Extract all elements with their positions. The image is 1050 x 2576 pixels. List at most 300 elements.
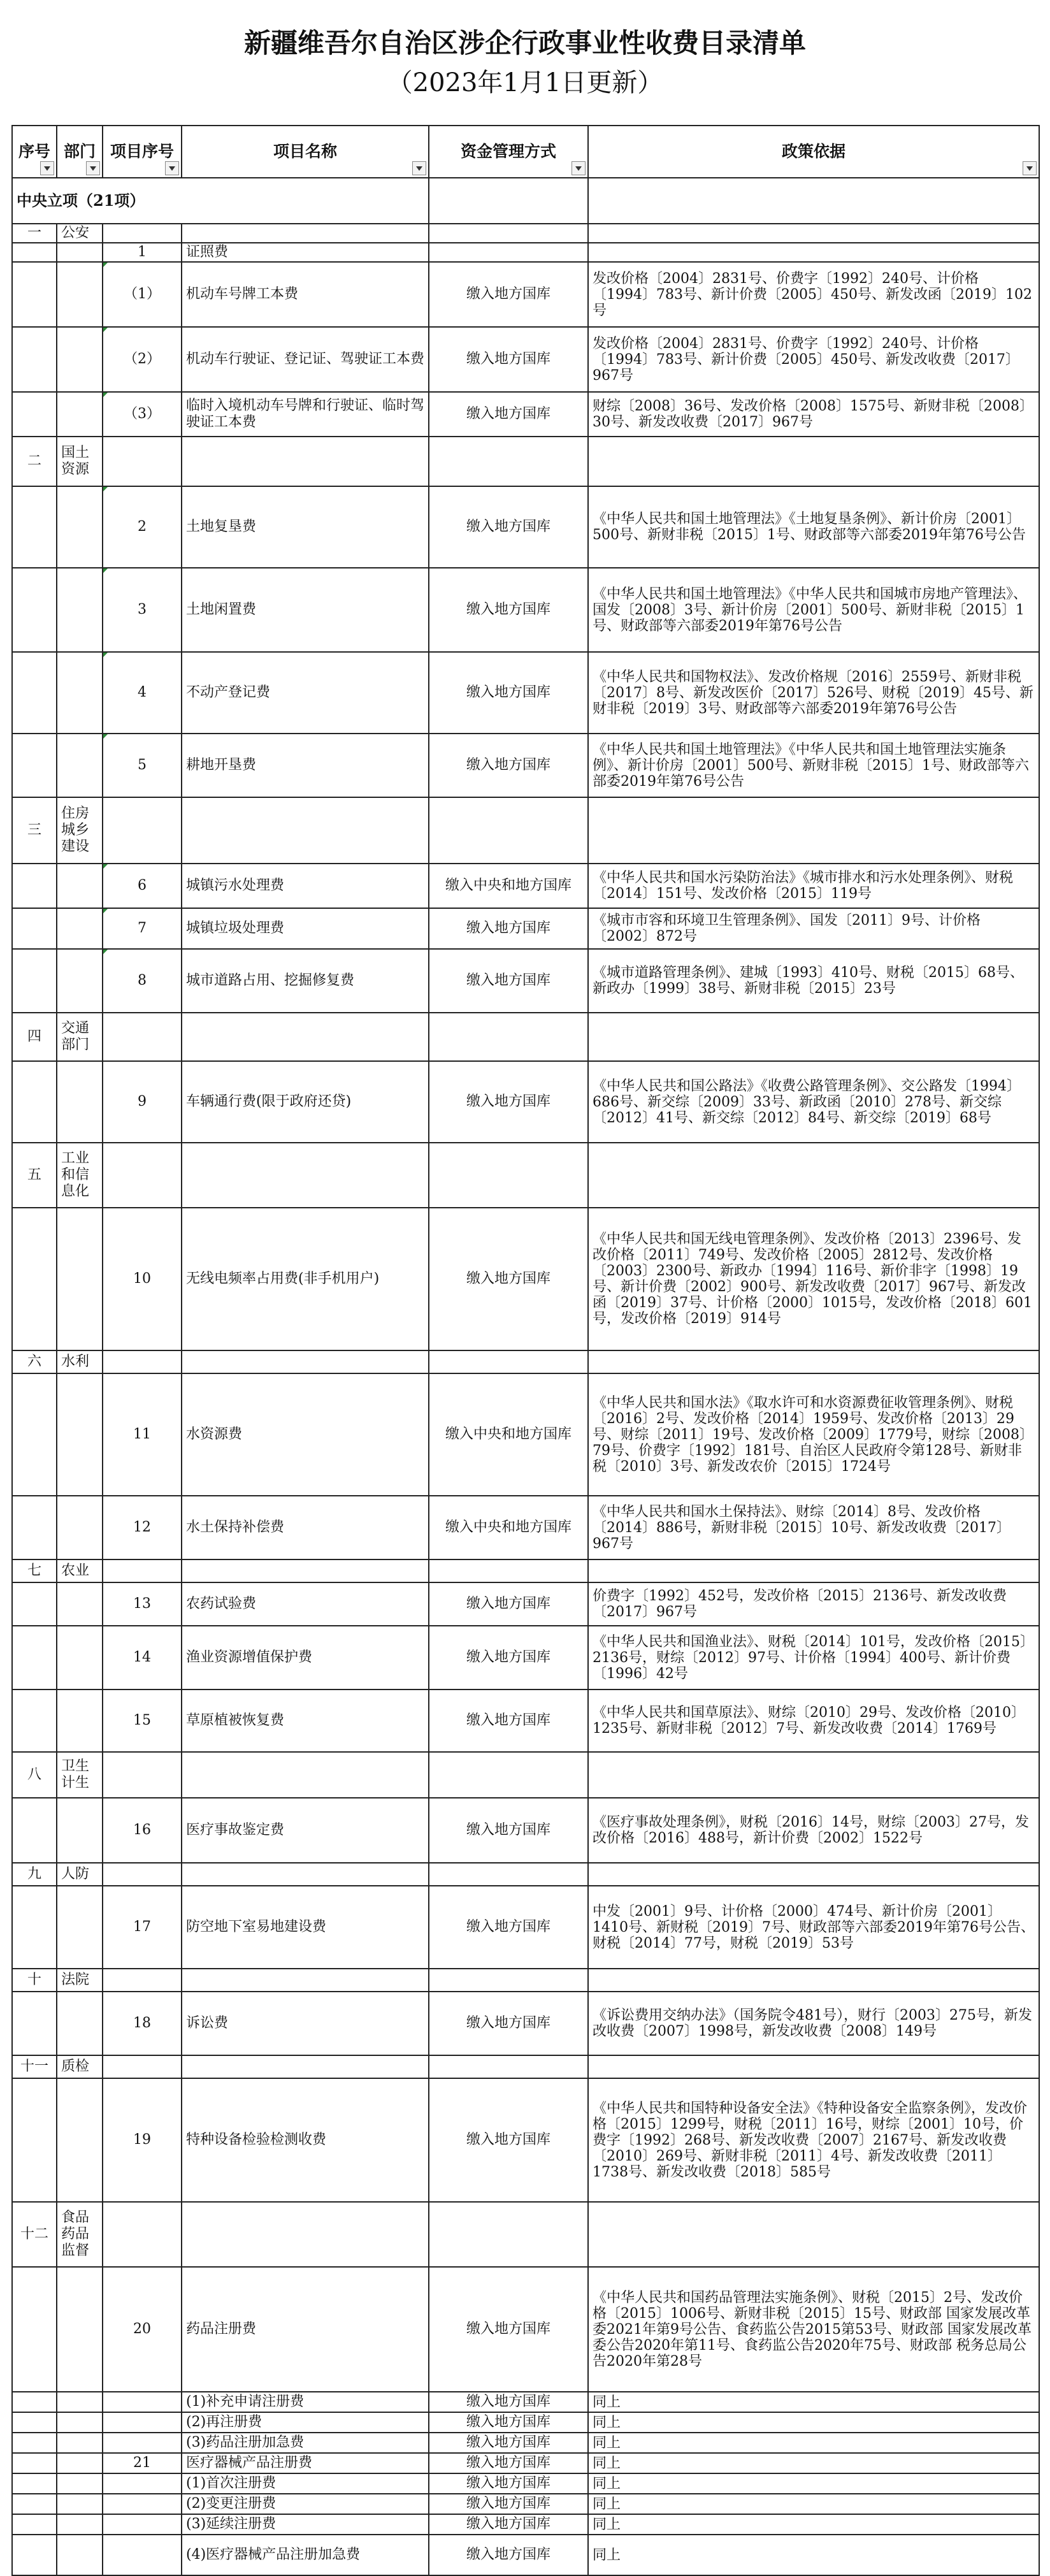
item-name: (3)药品注册加急费 bbox=[182, 2433, 429, 2453]
empty-cell bbox=[103, 1559, 182, 1582]
group-seq: 十二 bbox=[12, 2202, 57, 2267]
item-name: 渔业资源增值保护费 bbox=[182, 1626, 429, 1690]
fund-management: 缴入地方国库 bbox=[429, 2433, 588, 2453]
section-row bbox=[12, 178, 1039, 224]
empty-cell bbox=[182, 1350, 429, 1373]
empty-cell bbox=[12, 2433, 57, 2453]
empty-cell bbox=[429, 2055, 588, 2078]
fund-management: 缴入地方国库 bbox=[429, 908, 588, 949]
fund-management: 缴入地方国库 bbox=[429, 262, 588, 327]
empty-cell bbox=[57, 327, 103, 392]
policy-basis: 《中华人民共和国草原法》、财综〔2010〕29号、发改价格〔2010〕1235号、新财非税〔2012〕7号、新发改收费〔2014〕1769号 bbox=[588, 1690, 1039, 1752]
policy-basis: 《中华人民共和国药品管理法实施条例》、财税〔2015〕2号、发改价格〔2015〕1006号、新财非税〔2015〕15号、财政部 国家发展改革委2021年第9号公告、食药监公告2015第53号、财政部 国家发展改革委公告2020年第11号、食药监公告2020年75号、财政部 税务总局公告2020年第28号 bbox=[588, 2267, 1039, 2392]
group-dept: 卫生计生 bbox=[57, 1752, 103, 1798]
group-dept: 人防 bbox=[57, 1863, 103, 1886]
policy-basis: 《中华人民共和国特种设备安全法》《特种设备安全监察条例》，发改价格〔2015〕1299号，财税〔2011〕16号，财综〔2001〕10号，价费字〔1992〕268号、新发改收费〔2007〕2167号、新发改收费〔2010〕269号、新财非税〔2011〕4号、新发改收费〔2011〕1738号、新发改收费〔2018〕585号 bbox=[588, 2078, 1039, 2202]
col-header-seq: 序号 bbox=[12, 126, 57, 178]
item-name: 车辆通行费(限于政府还贷) bbox=[182, 1061, 429, 1143]
empty-cell bbox=[429, 437, 588, 486]
fee-table bbox=[11, 125, 1040, 2576]
item-name: (3)延续注册费 bbox=[182, 2514, 429, 2535]
item-name: 土地闲置费 bbox=[182, 568, 429, 652]
item-number: 12 bbox=[103, 1496, 182, 1559]
empty-cell bbox=[57, 1373, 103, 1496]
empty-cell bbox=[588, 2055, 1039, 2078]
item-name: 城镇垃圾处理费 bbox=[182, 908, 429, 949]
empty-cell bbox=[103, 1752, 182, 1798]
empty-cell bbox=[429, 1863, 588, 1886]
item-number: 16 bbox=[103, 1798, 182, 1863]
empty-cell bbox=[57, 2514, 103, 2535]
department-group-row bbox=[12, 1350, 1039, 1373]
item-name: (1)补充申请注册费 bbox=[182, 2392, 429, 2412]
filter-dropdown-icon[interactable] bbox=[86, 161, 100, 175]
fund-management: 缴入地方国库 bbox=[429, 1690, 588, 1752]
empty-cell bbox=[103, 2055, 182, 2078]
fund-management: 缴入地方国库 bbox=[429, 2412, 588, 2433]
group-dept: 交通部门 bbox=[57, 1013, 103, 1061]
col-header-basis: 政策依据 bbox=[588, 126, 1039, 178]
item-number: 6 bbox=[103, 864, 182, 908]
empty-cell bbox=[12, 392, 57, 437]
item-name: 诉讼费 bbox=[182, 1992, 429, 2055]
item-name: (2)再注册费 bbox=[182, 2412, 429, 2433]
group-dept: 工业和信息化 bbox=[57, 1143, 103, 1208]
item-name: 临时入境机动车号牌和行驶证、临时驾驶证工本费 bbox=[182, 392, 429, 437]
empty-cell bbox=[588, 224, 1039, 243]
group-seq: 十 bbox=[12, 1969, 57, 1992]
fee-item-row bbox=[12, 1373, 1039, 1496]
policy-basis: 同上 bbox=[588, 2412, 1039, 2433]
empty-cell bbox=[12, 1690, 57, 1752]
item-number: 20 bbox=[103, 2267, 182, 2392]
policy-basis: 同上 bbox=[588, 2453, 1039, 2473]
fee-item-row bbox=[12, 2433, 1039, 2453]
fee-item-row bbox=[12, 1208, 1039, 1350]
empty-cell bbox=[57, 2433, 103, 2453]
policy-basis: 《城市道路管理条例》、建城〔1993〕410号、财税〔2015〕68号、新政办〔1999〕38号、新财非税〔2015〕23号 bbox=[588, 949, 1039, 1013]
item-number bbox=[103, 2535, 182, 2575]
item-number bbox=[103, 2514, 182, 2535]
empty-cell bbox=[12, 2514, 57, 2535]
empty-cell bbox=[103, 797, 182, 864]
empty-cell bbox=[429, 2202, 588, 2267]
item-number: 18 bbox=[103, 1992, 182, 2055]
group-dept: 水利 bbox=[57, 1350, 103, 1373]
fee-item-row bbox=[12, 2453, 1039, 2473]
item-number: 8 bbox=[103, 949, 182, 1013]
department-group-row bbox=[12, 1013, 1039, 1061]
item-name: 不动产登记费 bbox=[182, 652, 429, 734]
empty-cell bbox=[12, 2412, 57, 2433]
fee-item-row bbox=[12, 908, 1039, 949]
fee-item-row bbox=[12, 486, 1039, 568]
fee-item-row bbox=[12, 568, 1039, 652]
empty-cell bbox=[57, 2392, 103, 2412]
policy-basis: 中发〔2001〕9号、计价格〔2000〕474号、新计价房〔2001〕1410号、新财税〔2019〕7号、财政部等六部委2019年第76号公告、财税〔2014〕77号，财税〔2019〕53号 bbox=[588, 1886, 1039, 1969]
section-empty-cell bbox=[588, 178, 1039, 224]
page-subtitle: （2023年1月1日更新） bbox=[387, 68, 663, 98]
empty-cell bbox=[57, 2473, 103, 2494]
empty-cell bbox=[57, 1690, 103, 1752]
empty-cell bbox=[57, 2267, 103, 2392]
fee-item-row bbox=[12, 2412, 1039, 2433]
item-number: （3） bbox=[103, 392, 182, 437]
empty-cell bbox=[12, 2453, 57, 2473]
group-seq: 八 bbox=[12, 1752, 57, 1798]
item-number: 17 bbox=[103, 1886, 182, 1969]
group-dept: 住房城乡建设 bbox=[57, 797, 103, 864]
fund-management: 缴入中央和地方国库 bbox=[429, 1496, 588, 1559]
policy-basis: 《中华人民共和国无线电管理条例》、发改价格〔2013〕2396号、发改价格〔2011〕749号、发改价格〔2005〕2812号、发改价格〔2003〕2300号、新政办〔1994〕116号、新价非字〔1998〕19号、新计价费〔2002〕900号、新发改收费〔2017〕967号、新发改函〔2019〕37号、计价格〔2000〕1015号，发改价格〔2018〕601号，发改价格〔2019〕914号 bbox=[588, 1208, 1039, 1350]
item-number: （1） bbox=[103, 262, 182, 327]
empty-cell bbox=[182, 1863, 429, 1886]
fee-item-row bbox=[12, 1690, 1039, 1752]
empty-cell bbox=[12, 2535, 57, 2575]
empty-cell bbox=[429, 1350, 588, 1373]
policy-basis: 同上 bbox=[588, 2494, 1039, 2514]
empty-cell bbox=[57, 1798, 103, 1863]
empty-cell bbox=[57, 2453, 103, 2473]
empty-cell bbox=[12, 327, 57, 392]
empty-cell bbox=[182, 1013, 429, 1061]
empty-cell bbox=[12, 1582, 57, 1626]
fee-item-row bbox=[12, 262, 1039, 327]
policy-basis: 《中华人民共和国水土保持法》、财综〔2014〕8号、发改价格〔2014〕886号，新财非税〔2015〕10号、新发改收费〔2017〕967号 bbox=[588, 1496, 1039, 1559]
item-number: 2 bbox=[103, 486, 182, 568]
empty-cell bbox=[182, 1143, 429, 1208]
empty-cell bbox=[182, 1752, 429, 1798]
fund-management: 缴入地方国库 bbox=[429, 949, 588, 1013]
empty-cell bbox=[57, 1992, 103, 2055]
empty-cell bbox=[12, 2494, 57, 2514]
empty-cell bbox=[429, 797, 588, 864]
empty-cell bbox=[12, 1373, 57, 1496]
item-number: 11 bbox=[103, 1373, 182, 1496]
group-dept: 质检 bbox=[57, 2055, 103, 2078]
empty-cell bbox=[182, 1559, 429, 1582]
section-empty-cell bbox=[429, 178, 588, 224]
empty-cell bbox=[103, 224, 182, 243]
fund-management: 缴入地方国库 bbox=[429, 1061, 588, 1143]
item-number: 14 bbox=[103, 1626, 182, 1690]
fee-item-row bbox=[12, 1496, 1039, 1559]
item-name: (2)变更注册费 bbox=[182, 2494, 429, 2514]
fee-item-row bbox=[12, 652, 1039, 734]
fee-item-row bbox=[12, 2078, 1039, 2202]
group-seq: 七 bbox=[12, 1559, 57, 1582]
fund-management: 缴入中央和地方国库 bbox=[429, 1373, 588, 1496]
empty-cell bbox=[588, 437, 1039, 486]
item-number bbox=[103, 2494, 182, 2514]
fund-management: 缴入地方国库 bbox=[429, 486, 588, 568]
fund-management: 缴入地方国库 bbox=[429, 2267, 588, 2392]
item-number: 19 bbox=[103, 2078, 182, 2202]
empty-cell bbox=[57, 734, 103, 797]
col-header-item-name: 项目名称 bbox=[182, 126, 429, 178]
fee-item-row bbox=[12, 1626, 1039, 1690]
fund-management: 缴入地方国库 bbox=[429, 1992, 588, 2055]
empty-cell bbox=[12, 908, 57, 949]
item-name: (1)首次注册费 bbox=[182, 2473, 429, 2494]
empty-cell bbox=[588, 1559, 1039, 1582]
section-label: 中央立项（21项） bbox=[12, 178, 429, 224]
item-name: (4)医疗器械产品注册加急费 bbox=[182, 2535, 429, 2575]
empty-cell bbox=[588, 1969, 1039, 1992]
col-header-item-no: 项目序号 bbox=[103, 126, 182, 178]
fee-item-row bbox=[12, 864, 1039, 908]
empty-cell bbox=[57, 1208, 103, 1350]
empty-cell bbox=[12, 262, 57, 327]
fee-item-row bbox=[12, 2494, 1039, 2514]
department-group-row bbox=[12, 2202, 1039, 2267]
empty-cell bbox=[57, 392, 103, 437]
empty-cell bbox=[588, 797, 1039, 864]
item-name: 耕地开垦费 bbox=[182, 734, 429, 797]
col-header-fund: 资金管理方式 bbox=[429, 126, 588, 178]
filter-dropdown-icon[interactable] bbox=[572, 161, 586, 175]
item-number: 10 bbox=[103, 1208, 182, 1350]
item-name: 农药试验费 bbox=[182, 1582, 429, 1626]
item-number: 21 bbox=[103, 2453, 182, 2473]
empty-cell bbox=[588, 1752, 1039, 1798]
item-number: 1 bbox=[103, 243, 182, 262]
policy-basis: 同上 bbox=[588, 2473, 1039, 2494]
group-seq: 五 bbox=[12, 1143, 57, 1208]
empty-cell bbox=[588, 1143, 1039, 1208]
empty-cell bbox=[12, 1798, 57, 1863]
empty-cell bbox=[57, 1496, 103, 1559]
empty-cell bbox=[588, 1863, 1039, 1886]
group-seq: 六 bbox=[12, 1350, 57, 1373]
policy-basis: 同上 bbox=[588, 2392, 1039, 2412]
header-row bbox=[12, 126, 1039, 178]
group-seq: 一 bbox=[12, 224, 57, 243]
fee-item-row bbox=[12, 392, 1039, 437]
fund-management: 缴入地方国库 bbox=[429, 392, 588, 437]
empty-cell bbox=[12, 949, 57, 1013]
empty-cell bbox=[588, 1350, 1039, 1373]
department-group-row bbox=[12, 1863, 1039, 1886]
fund-management: 缴入地方国库 bbox=[429, 2078, 588, 2202]
fund-management: 缴入地方国库 bbox=[429, 2514, 588, 2535]
fund-management: 缴入地方国库 bbox=[429, 1798, 588, 1863]
department-group-row bbox=[12, 1143, 1039, 1208]
item-name: 特种设备检验检测收费 bbox=[182, 2078, 429, 2202]
policy-basis: 同上 bbox=[588, 2535, 1039, 2575]
empty-cell bbox=[12, 734, 57, 797]
policy-basis bbox=[588, 243, 1039, 262]
fee-item-row bbox=[12, 1886, 1039, 1969]
fund-management: 缴入地方国库 bbox=[429, 1626, 588, 1690]
department-group-row bbox=[12, 1559, 1039, 1582]
fund-management: 缴入地方国库 bbox=[429, 2535, 588, 2575]
policy-basis: 《中华人民共和国公路法》《收费公路管理条例》、交公路发〔1994〕686号、新交综〔2009〕33号、新政函〔2010〕278号、新交综〔2012〕41号、新交综〔2012〕84号、新交综〔2019〕68号 bbox=[588, 1061, 1039, 1143]
item-number: 5 bbox=[103, 734, 182, 797]
empty-cell bbox=[12, 568, 57, 652]
fund-management: 缴入地方国库 bbox=[429, 327, 588, 392]
item-number: （2） bbox=[103, 327, 182, 392]
empty-cell bbox=[103, 2202, 182, 2267]
fund-management: 缴入地方国库 bbox=[429, 2392, 588, 2412]
item-number bbox=[103, 2433, 182, 2453]
policy-basis: 财综〔2008〕36号、发改价格〔2008〕1575号、新财非税〔2008〕30号、新发改收费〔2017〕967号 bbox=[588, 392, 1039, 437]
fund-management bbox=[429, 243, 588, 262]
empty-cell bbox=[103, 1863, 182, 1886]
group-seq: 二 bbox=[12, 437, 57, 486]
group-dept: 国土资源 bbox=[57, 437, 103, 486]
empty-cell bbox=[429, 1559, 588, 1582]
empty-cell bbox=[103, 1350, 182, 1373]
empty-cell bbox=[57, 1061, 103, 1143]
empty-cell bbox=[12, 486, 57, 568]
col-header-dept: 部门 bbox=[57, 126, 103, 178]
empty-cell bbox=[182, 2055, 429, 2078]
fund-management: 缴入地方国库 bbox=[429, 734, 588, 797]
department-group-row bbox=[12, 2055, 1039, 2078]
empty-cell bbox=[12, 2473, 57, 2494]
filter-dropdown-icon[interactable] bbox=[165, 161, 179, 175]
empty-cell bbox=[429, 224, 588, 243]
empty-cell bbox=[103, 437, 182, 486]
item-name: 草原植被恢复费 bbox=[182, 1690, 429, 1752]
empty-cell bbox=[182, 437, 429, 486]
empty-cell bbox=[57, 2535, 103, 2575]
item-name: 城市道路占用、挖掘修复费 bbox=[182, 949, 429, 1013]
item-name: 机动车行驶证、登记证、驾驶证工本费 bbox=[182, 327, 429, 392]
fee-item-row bbox=[12, 734, 1039, 797]
item-name: 水资源费 bbox=[182, 1373, 429, 1496]
policy-basis: 《城市市容和环境卫生管理条例》、国发〔2011〕9号、计价格〔2002〕872号 bbox=[588, 908, 1039, 949]
department-group-row bbox=[12, 224, 1039, 243]
fee-item-row bbox=[12, 2514, 1039, 2535]
fund-management: 缴入中央和地方国库 bbox=[429, 864, 588, 908]
empty-cell bbox=[12, 1886, 57, 1969]
policy-basis: 同上 bbox=[588, 2433, 1039, 2453]
empty-cell bbox=[12, 1208, 57, 1350]
group-dept: 食品药品监督 bbox=[57, 2202, 103, 2267]
empty-cell bbox=[429, 1752, 588, 1798]
fund-management: 缴入地方国库 bbox=[429, 2473, 588, 2494]
fee-item-row bbox=[12, 327, 1039, 392]
empty-cell bbox=[103, 1969, 182, 1992]
fund-management: 缴入地方国库 bbox=[429, 2494, 588, 2514]
empty-cell bbox=[103, 1143, 182, 1208]
item-name: 防空地下室易地建设费 bbox=[182, 1886, 429, 1969]
item-number: 13 bbox=[103, 1582, 182, 1626]
policy-basis: 《中华人民共和国土地管理法》《中华人民共和国城市房地产管理法》、国发〔2008〕3号、新计价房〔2001〕500号、新财非税〔2015〕1号、财政部等六部委2019年第76号公告 bbox=[588, 568, 1039, 652]
page-title: 新疆维吾尔自治区涉企行政事业性收费目录清单 bbox=[243, 27, 806, 59]
filter-dropdown-icon[interactable] bbox=[412, 161, 426, 175]
item-number bbox=[103, 2473, 182, 2494]
item-name: 城镇污水处理费 bbox=[182, 864, 429, 908]
fund-management: 缴入地方国库 bbox=[429, 2453, 588, 2473]
policy-basis: 《中华人民共和国土地管理法》《土地复垦条例》、新计价房〔2001〕500号、新财非税〔2015〕1号、财政部等六部委2019年第76号公告 bbox=[588, 486, 1039, 568]
fee-item-row bbox=[12, 1061, 1039, 1143]
item-name: 无线电频率占用费(非手机用户) bbox=[182, 1208, 429, 1350]
item-name: 土地复垦费 bbox=[182, 486, 429, 568]
empty-cell bbox=[12, 1992, 57, 2055]
fund-management: 缴入地方国库 bbox=[429, 652, 588, 734]
group-seq: 四 bbox=[12, 1013, 57, 1061]
group-dept: 农业 bbox=[57, 1559, 103, 1582]
fee-item-row bbox=[12, 949, 1039, 1013]
policy-basis: 《中华人民共和国物权法》、发改价格规〔2016〕2559号、新财非税〔2017〕8号、新发改医价〔2017〕526号、财税〔2019〕45号、新财非税〔2019〕3号、财政部等六部委2019年第76号公告 bbox=[588, 652, 1039, 734]
empty-cell bbox=[182, 224, 429, 243]
empty-cell bbox=[57, 908, 103, 949]
item-number bbox=[103, 2412, 182, 2433]
item-name: 医疗事故鉴定费 bbox=[182, 1798, 429, 1863]
item-number: 9 bbox=[103, 1061, 182, 1143]
fee-item-row bbox=[12, 1992, 1039, 2055]
empty-cell bbox=[57, 1582, 103, 1626]
group-seq: 三 bbox=[12, 797, 57, 864]
empty-cell bbox=[429, 1969, 588, 1992]
empty-cell bbox=[12, 864, 57, 908]
fund-management: 缴入地方国库 bbox=[429, 1886, 588, 1969]
item-number: 4 bbox=[103, 652, 182, 734]
empty-cell bbox=[12, 2267, 57, 2392]
item-name: 机动车号牌工本费 bbox=[182, 262, 429, 327]
item-name: 证照费 bbox=[182, 243, 429, 262]
policy-basis: 《中华人民共和国水法》《取水许可和水资源费征收管理条例》、财税〔2016〕2号、发改价格〔2014〕1959号、发改价格〔2013〕29号、财综〔2011〕19号、发改价格〔2009〕1779号，财综〔2008〕79号、价费字〔1992〕181号、自治区人民政府令第128号、新财非税〔2010〕3号、新发改农价〔2015〕1724号 bbox=[588, 1373, 1039, 1496]
empty-cell bbox=[429, 1143, 588, 1208]
empty-cell bbox=[103, 1013, 182, 1061]
fee-item-row bbox=[12, 243, 1039, 262]
group-seq: 九 bbox=[12, 1863, 57, 1886]
policy-basis: 同上 bbox=[588, 2514, 1039, 2535]
department-group-row bbox=[12, 797, 1039, 864]
department-group-row bbox=[12, 1752, 1039, 1798]
empty-cell bbox=[57, 568, 103, 652]
fee-item-row bbox=[12, 2392, 1039, 2412]
filter-dropdown-icon[interactable] bbox=[40, 161, 54, 175]
empty-cell bbox=[12, 652, 57, 734]
empty-cell bbox=[12, 1496, 57, 1559]
empty-cell bbox=[588, 2202, 1039, 2267]
group-dept: 公安 bbox=[57, 224, 103, 243]
empty-cell bbox=[588, 1013, 1039, 1061]
empty-cell bbox=[57, 864, 103, 908]
empty-cell bbox=[429, 1013, 588, 1061]
fund-management: 缴入地方国库 bbox=[429, 1208, 588, 1350]
item-number: 15 bbox=[103, 1690, 182, 1752]
empty-cell bbox=[57, 1886, 103, 1969]
policy-basis: 《医疗事故处理条例》，财税〔2016〕14号，财综〔2003〕27号，发改价格〔2016〕488号，新计价费〔2002〕1522号 bbox=[588, 1798, 1039, 1863]
policy-basis: 《诉讼费用交纳办法》（国务院令481号），财行〔2003〕275号，新发改收费〔2007〕1998号，新发改收费〔2008〕149号 bbox=[588, 1992, 1039, 2055]
empty-cell bbox=[57, 1626, 103, 1690]
item-number: 7 bbox=[103, 908, 182, 949]
empty-cell bbox=[57, 243, 103, 262]
fee-item-row bbox=[12, 2535, 1039, 2575]
department-group-row bbox=[12, 1969, 1039, 1992]
policy-basis: 《中华人民共和国水污染防治法》《城市排水和污水处理条例》、财税〔2014〕151号、发改价格〔2015〕119号 bbox=[588, 864, 1039, 908]
group-dept: 法院 bbox=[57, 1969, 103, 1992]
filter-dropdown-icon[interactable] bbox=[1023, 161, 1037, 175]
fee-item-row bbox=[12, 2267, 1039, 2392]
empty-cell bbox=[182, 2202, 429, 2267]
fee-item-row bbox=[12, 1798, 1039, 1863]
policy-basis: 发改价格〔2004〕2831号、价费字〔1992〕240号、计价格〔1994〕783号、新计价费〔2005〕450号、新发改函〔2019〕102号 bbox=[588, 262, 1039, 327]
group-seq: 十一 bbox=[12, 2055, 57, 2078]
item-name: 水土保持补偿费 bbox=[182, 1496, 429, 1559]
department-group-row bbox=[12, 437, 1039, 486]
empty-cell bbox=[57, 2412, 103, 2433]
fee-item-row bbox=[12, 2473, 1039, 2494]
empty-cell bbox=[12, 1626, 57, 1690]
item-number: 3 bbox=[103, 568, 182, 652]
empty-cell bbox=[12, 2392, 57, 2412]
